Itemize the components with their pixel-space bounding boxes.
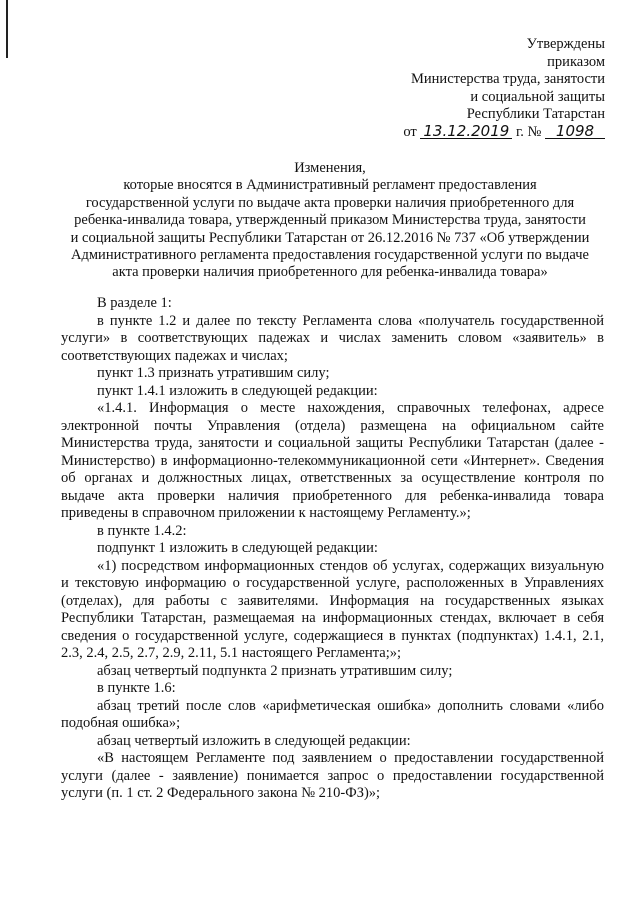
date-prefix: от <box>403 123 417 140</box>
title-line-6: акта проверки наличия приобретенного для ребенка-инвалида товара» <box>112 264 548 281</box>
handwritten-date: 13.12.2019 <box>420 124 512 139</box>
title-line-4: и социальной защиты Республики Татарстан от 26.12.2016 № 737 «Об утверждении <box>70 229 590 246</box>
document-body <box>61 295 604 803</box>
approval-line-5: Республики Татарстан <box>466 106 605 122</box>
document-title <box>56 160 604 282</box>
paragraph-section: В разделе 1: <box>97 295 172 311</box>
title-line-2: государственной услуги по выдаче акта проверки наличия приобретенного для <box>85 194 575 211</box>
approval-line-3: Министерства труда, занятости <box>411 71 605 87</box>
paragraph: пункт 1.4.1 изложить в следующей редакции: <box>97 382 378 399</box>
paragraph: абзац четвертый изложить в следующей редакции: <box>97 732 411 749</box>
title-line-1: которые вносятся в Административный регламент предоставления <box>123 177 537 194</box>
paragraph: пункт 1.3 признать утратившим силу; <box>97 365 330 381</box>
paragraph: абзац третий после слов «арифметическая ошибка» дополнить словами «либо подобная ошибка»; <box>61 697 604 731</box>
approval-line-2: приказом <box>547 53 605 70</box>
approval-stamp <box>380 36 605 141</box>
title-line-3: ребенка-инвалида товара, утвержденный приказом Министерства труда, занятости <box>74 212 586 229</box>
approval-line-1: Утверждены <box>526 36 605 52</box>
year-number-label: г. № <box>515 123 542 140</box>
paragraph: абзац четвертый подпункта 2 признать утратившим силу; <box>97 662 453 679</box>
paragraph: в пункте 1.6: <box>97 680 176 696</box>
paragraph: «1.4.1. Информация о месте нахождения, справочных телефонах, адресе электронной почты Управления (отдела) размещена на официальном сайте Министерства труда, занятости и социальной защиты Республики Татарстан (далее - Министерство) в информационно-телекоммуникационной сети «Интернет». Сведения об органах и должностных лицах, ответственных за осуществление контроля по выдаче акта проверки наличия приобретенного для ребенка-инвалида товара приведены в справочном приложении к настоящему Регламенту.»; <box>61 400 604 521</box>
paragraph: «В настоящем Регламенте под заявлением о предоставлении государственной услуги (далее - заявление) понимается запрос о предоставлении государственной услуги (п. 1 ст. 2 Федерального закона № 210-ФЗ)»; <box>61 750 604 801</box>
paragraph: «1) посредством информационных стендов об услугах, содержащих визуальную и текстовую информацию о государственной услуге, расположенных в Управлениях (отделах), для работы с заявителями. Информация на государственных языках Республики Татарстан, размещаемая на информационных стендах, включает в себя сведения о государственной услуге, содержащиеся в пунктах (подпунктах) 1.4.1, 2.1, 2.3, 2.4, 2.5, 2.7, 2.9, 2.11, 5.1 настоящего Регламента;»; <box>61 557 604 661</box>
scan-edge-mark <box>6 0 8 58</box>
title-line-5: Административного регламента предоставления государственной услуги по выдаче <box>71 247 589 264</box>
title-heading: Изменения, <box>294 160 366 176</box>
paragraph: в пункте 1.2 и далее по тексту Регламента слова «получатель государственной услуги» в соответствующих падежах и числах заменить словом «заявитель» в соответствующих падежах и числах; <box>61 312 604 364</box>
approval-line-4: и социальной защиты <box>470 88 605 105</box>
handwritten-number: 1098 <box>545 124 605 139</box>
paragraph: в пункте 1.4.2: <box>97 522 187 539</box>
approval-date-line <box>380 121 605 142</box>
paragraph: подпункт 1 изложить в следующей редакции: <box>97 540 378 556</box>
